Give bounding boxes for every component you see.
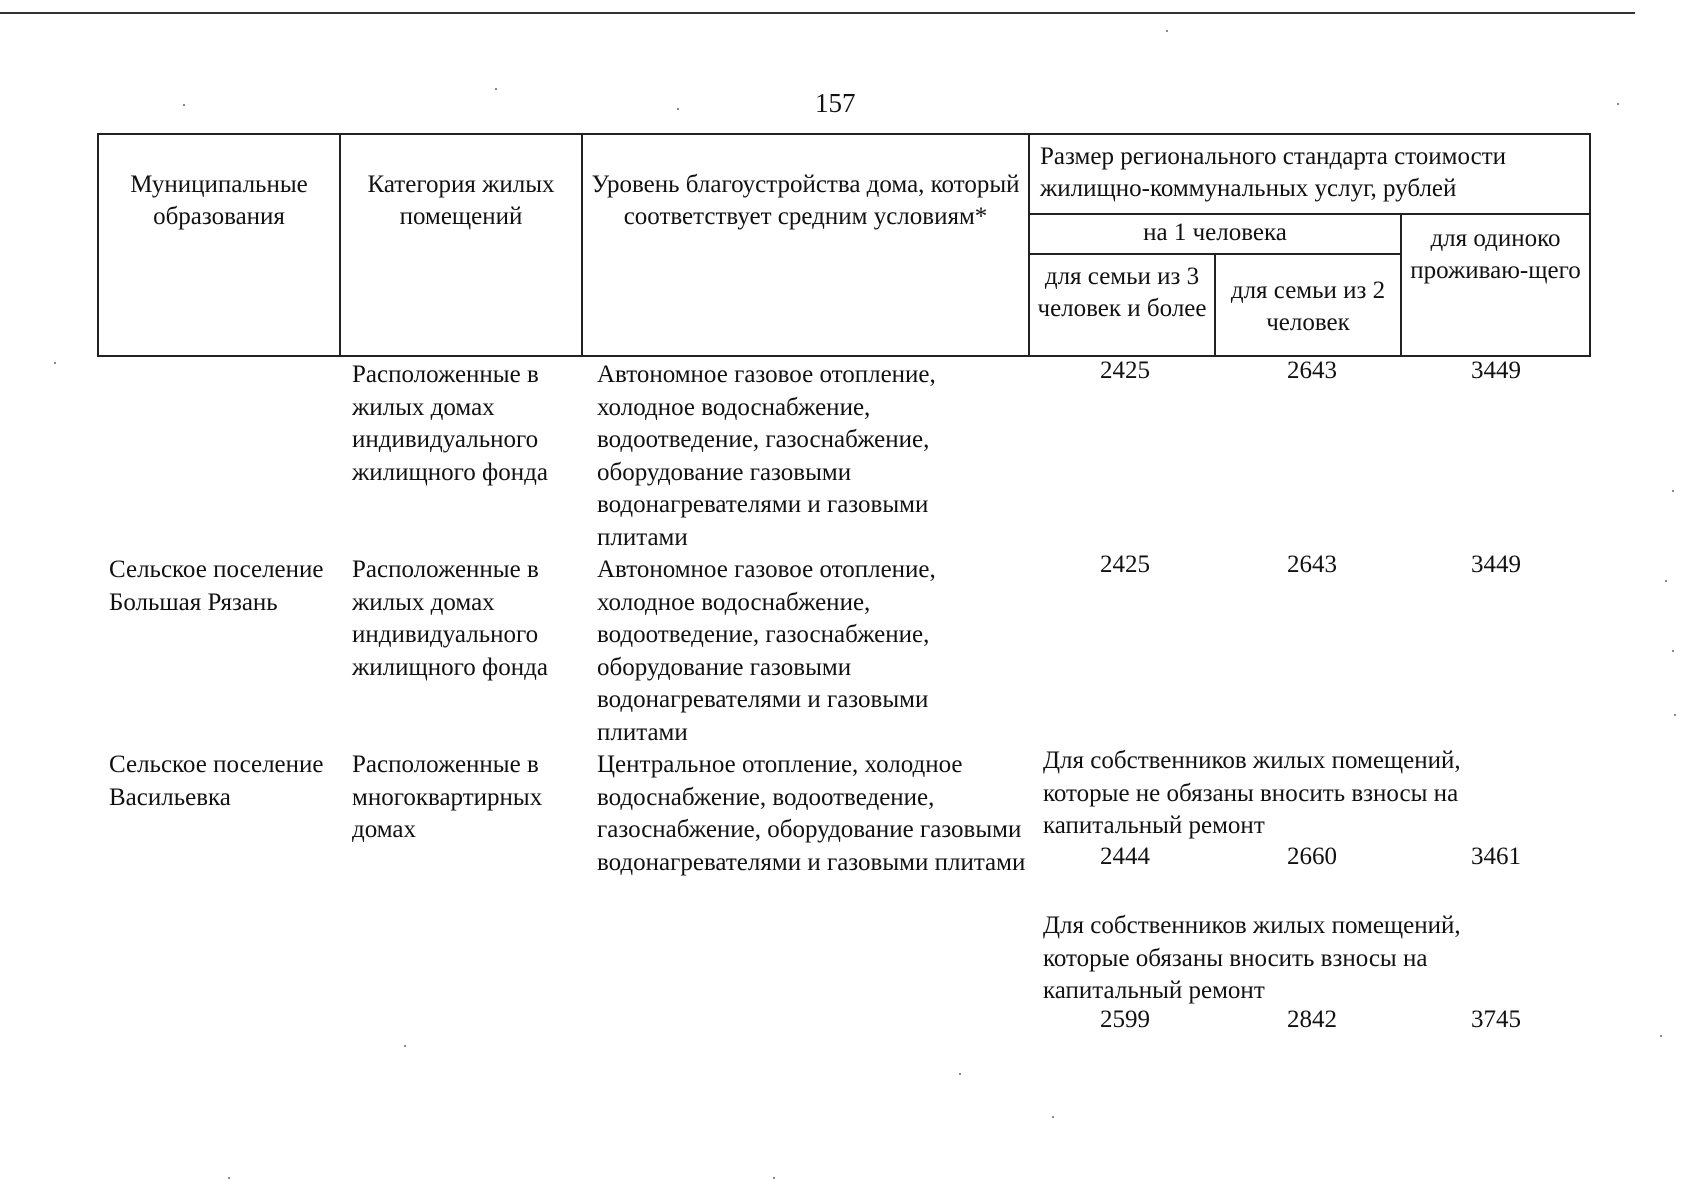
header-category: Категория жилых помещений bbox=[340, 134, 582, 356]
row3-level: Центральное отопление, холодное водоснабжение, водоотведение, газоснабжение, оборудование газовыми водонагревателями и газовыми плитами bbox=[597, 751, 1026, 876]
scan-speck bbox=[1617, 103, 1619, 105]
scan-speck bbox=[1672, 650, 1674, 652]
scan-speck bbox=[959, 1073, 961, 1075]
scan-speck bbox=[1660, 1035, 1662, 1037]
row3-category: Расположенные в многоквартирных домах bbox=[352, 751, 543, 843]
row2-family3: 2425 bbox=[1100, 551, 1150, 578]
header-per-person: на 1 человека bbox=[1029, 214, 1401, 254]
scan-speck bbox=[495, 88, 497, 90]
row3-group1-family3: 2444 bbox=[1100, 843, 1150, 870]
table-header bbox=[97, 133, 1591, 357]
scan-speck bbox=[228, 1177, 230, 1179]
row3-municipality: Сельское поселение Васильевка bbox=[109, 751, 324, 811]
row3-group2-note: Для собственников жилых помещений, которые обязаны вносить взносы на капитальный ремонт bbox=[1043, 912, 1461, 1004]
row2-level: Автономное газовое отопление, холодное водоснабжение, водоотведение, газоснабжение, оборудование газовыми водонагревателями и газовыми плитами bbox=[597, 556, 936, 746]
scan-speck bbox=[1674, 714, 1676, 716]
row3-group1-family2: 2660 bbox=[1287, 843, 1337, 870]
row3-group1-single: 3461 bbox=[1471, 843, 1521, 870]
header-municipality: Муниципальные образования bbox=[98, 134, 340, 356]
row3-group2-family3: 2599 bbox=[1100, 1006, 1150, 1033]
row3-group1-note: Для собственников жилых помещений, которые не обязаны вносить взносы на капитальный ремонт bbox=[1043, 747, 1461, 839]
scan-speck bbox=[1052, 1116, 1054, 1118]
row3-group2-family2: 2842 bbox=[1287, 1006, 1337, 1033]
header-family3: для семьи из 3 человек и более bbox=[1029, 254, 1215, 356]
row2-single: 3449 bbox=[1471, 551, 1521, 578]
row3-group2-single: 3745 bbox=[1471, 1006, 1521, 1033]
header-family2: для семьи из 2 человек bbox=[1215, 254, 1401, 356]
scan-speck bbox=[1672, 490, 1674, 492]
scan-speck bbox=[404, 1045, 406, 1047]
scan-speck bbox=[677, 108, 679, 110]
header-standard: Размер регионального стандарта стоимости жилищно-коммунальных услуг, рублей bbox=[1029, 134, 1590, 214]
row2-municipality: Сельское поселение Большая Рязань bbox=[109, 556, 324, 616]
header-level: Уровень благоустройства дома, который соответствует средним условиям* bbox=[582, 134, 1029, 356]
row1-level: Автономное газовое отопление, холодное водоснабжение, водоотведение, газоснабжение, оборудование газовыми водонагревателями и газовыми плитами bbox=[597, 361, 936, 551]
row1-family3: 2425 bbox=[1100, 357, 1150, 384]
scan-speck bbox=[1166, 30, 1168, 32]
scan-speck bbox=[183, 104, 185, 106]
scan-speck bbox=[773, 1177, 775, 1179]
row1-category: Расположенные в жилых домах индивидуального жилищного фонда bbox=[352, 361, 548, 486]
row1-family2: 2643 bbox=[1287, 357, 1337, 384]
header-single: для одиноко проживаю-щего bbox=[1401, 214, 1590, 356]
row2-category: Расположенные в жилых домах индивидуального жилищного фонда bbox=[352, 556, 548, 681]
page-number: 157 bbox=[815, 88, 856, 118]
scan-speck bbox=[1665, 580, 1667, 582]
scan-border-line bbox=[0, 12, 1635, 14]
row2-family2: 2643 bbox=[1287, 551, 1337, 578]
scan-speck bbox=[54, 362, 56, 364]
row1-single: 3449 bbox=[1471, 357, 1521, 384]
